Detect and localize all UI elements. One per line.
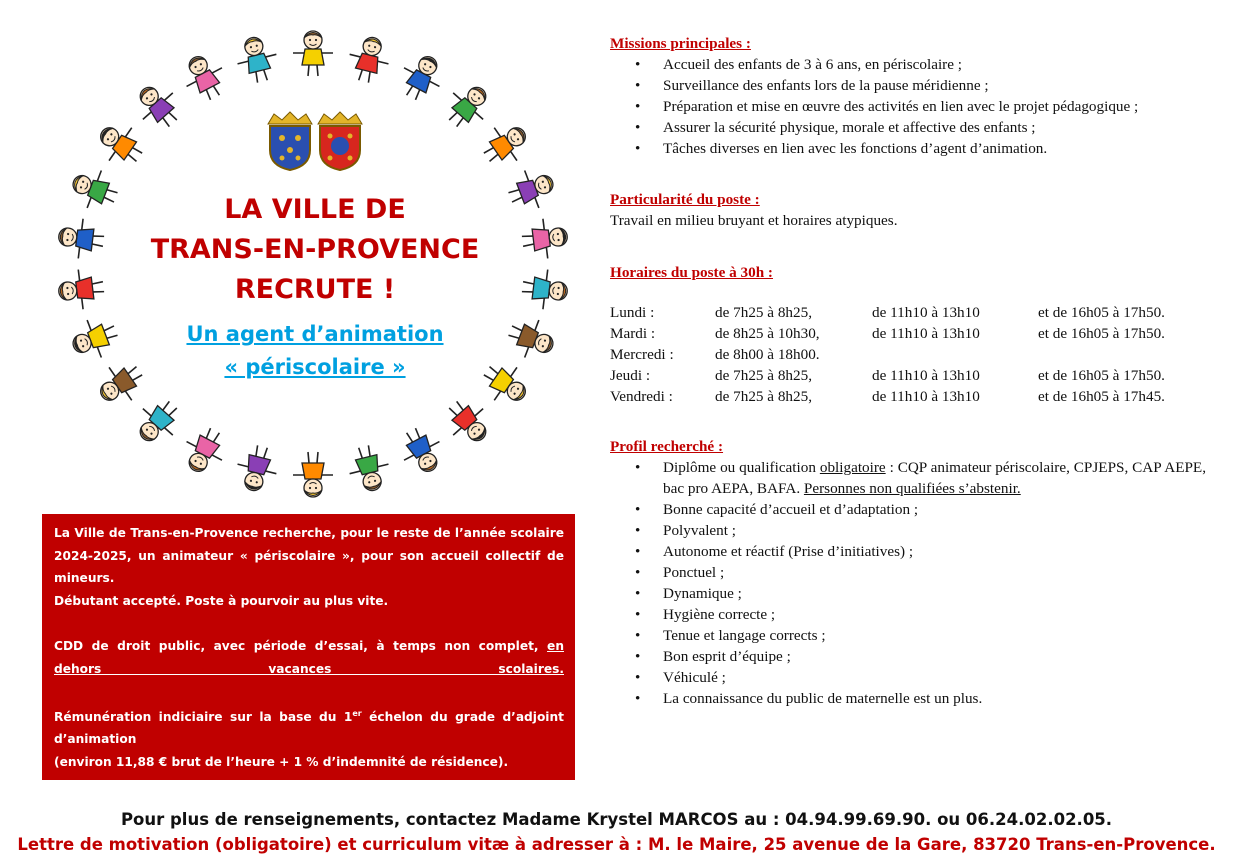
table-row bbox=[610, 323, 1165, 344]
schedule-table bbox=[610, 302, 1165, 407]
list-item: • Tâches diverses en lien avec les fonctions d’agent d’animation. bbox=[610, 138, 1206, 159]
profil-diploma-text: Diplôme ou qualification bbox=[663, 459, 820, 476]
schedule-slot: de 7h25 à 8h25, bbox=[715, 304, 813, 321]
contact-line: Pour plus de renseignements, contactez Madame Krystel MARCOS au : 04.94.99.69.90. ou 06.24.02.02.05. bbox=[120, 810, 1113, 829]
list-item: • La connaissance du public de maternelle est un plus. bbox=[610, 688, 1206, 709]
list-item: • Bonne capacité d’accueil et d’adaptation ; bbox=[610, 499, 1206, 520]
schedule-day: Mardi : bbox=[610, 325, 656, 342]
salary-text-2: échelon du grade d’adjoint d’animation bbox=[54, 709, 564, 747]
child-figure bbox=[232, 33, 282, 86]
missions-title: Missions principales : bbox=[610, 35, 751, 52]
list-item: • Autonome et réactif (Prise d’initiatives) ; bbox=[610, 541, 1206, 562]
profil-obligatoire: obligatoire bbox=[819, 459, 886, 476]
child-figure bbox=[344, 442, 394, 495]
schedule-slot: de 11h10 à 13h10 bbox=[872, 325, 980, 342]
salary-superscript: er bbox=[352, 708, 362, 718]
subtitle-line-1: Un agent d’animation bbox=[186, 322, 444, 346]
schedule-slot: de 7h25 à 8h25, bbox=[715, 388, 813, 405]
table-row bbox=[610, 386, 1165, 407]
headline-line-2: TRANS-EN-PROVENCE bbox=[150, 234, 480, 265]
list-item: • Dynamique ; bbox=[610, 583, 1206, 604]
schedule-day: Mercredi : bbox=[610, 346, 674, 363]
profil-diploma-list: : CQP animateur périscolaire, CPJEPS, CAP AEPE, bac pro AEPA, BAFA. bbox=[663, 459, 1207, 497]
child-figure bbox=[438, 391, 498, 451]
job-info-box bbox=[42, 514, 575, 780]
list-item: • Polyvalent ; bbox=[610, 520, 1206, 541]
schedule-slot: de 11h10 à 13h10 bbox=[872, 388, 980, 405]
schedule-slot: et de 16h05 à 17h50. bbox=[1038, 304, 1165, 321]
job-details bbox=[610, 33, 1206, 709]
list-item: • Préparation et mise en œuvre des activités en lien avec le projet pédagogique ; bbox=[610, 96, 1206, 117]
info-paragraph-1: La Ville de Trans-en-Provence recherche, pour le reste de l’année scolaire 2024-2025, un animateur « périscolaire », pour son accueil collectif de mineurs. bbox=[54, 526, 564, 586]
schedule-slot: de 11h10 à 13h10 bbox=[872, 367, 980, 384]
profil-title: Profil recherché : bbox=[610, 438, 724, 455]
schedule-slot bbox=[1038, 344, 1165, 365]
town-crest-red-icon bbox=[318, 112, 362, 170]
schedule-slot: de 8h25 à 10h30, bbox=[715, 325, 820, 342]
schedule-slot: et de 16h05 à 17h45. bbox=[1038, 388, 1165, 405]
child-figure bbox=[128, 391, 188, 451]
subtitle-line-2: « périscolaire » bbox=[224, 355, 406, 379]
info-paragraph-3 bbox=[54, 635, 564, 680]
schedule-day: Lundi : bbox=[610, 304, 655, 321]
horaires-title: Horaires du poste à 30h : bbox=[610, 264, 773, 281]
missions-list bbox=[610, 54, 1206, 159]
list-item: • Assurer la sécurité physique, morale et affective des enfants ; bbox=[610, 117, 1206, 138]
child-figure bbox=[293, 452, 333, 497]
child-figure bbox=[293, 31, 333, 76]
table-row bbox=[610, 302, 1165, 323]
town-crest-blue-icon bbox=[268, 112, 312, 170]
child-figure bbox=[91, 115, 151, 173]
list-item: • Accueil des enfants de 3 à 6 ans, en périscolaire ; bbox=[610, 54, 1206, 75]
schedule-slot: de 8h00 à 18h00. bbox=[715, 346, 820, 363]
child-figure bbox=[438, 76, 498, 136]
list-item: • Surveillance des enfants lors de la pause méridienne ; bbox=[610, 75, 1206, 96]
schedule-slot bbox=[872, 344, 1038, 365]
child-figure bbox=[56, 216, 105, 261]
schedule-slot: de 11h10 à 13h10 bbox=[872, 304, 980, 321]
schedule-slot: et de 16h05 à 17h50. bbox=[1038, 367, 1165, 384]
headline-line-1: LA VILLE DE bbox=[224, 194, 406, 225]
particularite-text: Travail en milieu bruyant et horaires atypiques. bbox=[610, 212, 898, 229]
child-figure bbox=[475, 115, 535, 173]
table-row bbox=[610, 344, 1165, 365]
list-item: • Bon esprit d’équipe ; bbox=[610, 646, 1206, 667]
child-figure bbox=[520, 267, 569, 312]
child-figure bbox=[344, 33, 394, 86]
contract-text: CDD de droit public, avec période d’essai, à temps non complet, bbox=[54, 638, 548, 653]
info-paragraph-5: (environ 11,88 € brut de l’heure + 1 % d’indemnité de résidence). bbox=[54, 755, 509, 769]
contract-period: en dehors vacances scolaires. bbox=[54, 638, 564, 676]
list-item: • Tenue et langage corrects ; bbox=[610, 625, 1206, 646]
job-subtitle bbox=[115, 318, 515, 384]
schedule-slot: et de 16h05 à 17h50. bbox=[1038, 325, 1165, 342]
schedule-slot: de 7h25 à 8h25, bbox=[715, 367, 813, 384]
schedule-day: Jeudi : bbox=[610, 367, 651, 384]
child-figure bbox=[393, 421, 449, 479]
child-figure bbox=[176, 48, 232, 106]
child-figure bbox=[176, 421, 232, 479]
list-item bbox=[610, 457, 1206, 499]
child-figure bbox=[393, 48, 449, 106]
profil-list bbox=[610, 457, 1206, 709]
table-row bbox=[610, 365, 1165, 386]
info-paragraph-4 bbox=[54, 703, 564, 751]
child-figure bbox=[128, 76, 188, 136]
list-item: • Ponctuel ; bbox=[610, 562, 1206, 583]
child-figure bbox=[232, 442, 282, 495]
list-item: • Hygiène correcte ; bbox=[610, 604, 1206, 625]
particularite-title: Particularité du poste : bbox=[610, 191, 760, 208]
salary-text-1: Rémunération indiciaire sur la base du 1 bbox=[54, 709, 353, 724]
town-crests bbox=[260, 110, 370, 172]
child-figure bbox=[520, 216, 569, 261]
child-figure bbox=[56, 267, 105, 312]
application-address-line: Lettre de motivation (obligatoire) et curriculum vitæ à adresser à : M. le Maire, 25 avenue de la Gare, 83720 Trans-en-Provence. bbox=[17, 835, 1216, 854]
recruitment-headline bbox=[115, 190, 515, 310]
profil-warning: Personnes non qualifiées s’abstenir. bbox=[803, 480, 1021, 497]
schedule-day: Vendredi : bbox=[610, 388, 673, 405]
info-paragraph-2: Débutant accepté. Poste à pourvoir au plus vite. bbox=[54, 593, 389, 608]
headline-line-3: RECRUTE ! bbox=[234, 274, 396, 305]
list-item: • Véhiculé ; bbox=[610, 667, 1206, 688]
